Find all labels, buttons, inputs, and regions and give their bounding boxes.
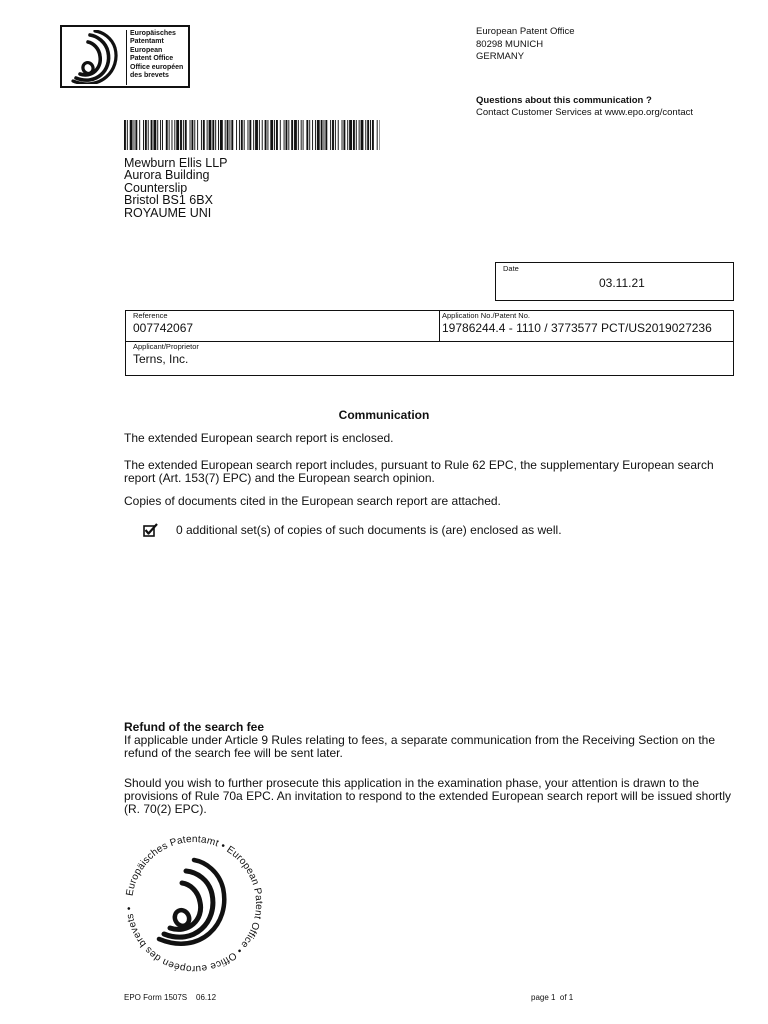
- barcode-bar: [301, 120, 302, 150]
- barcode-bar: [191, 120, 193, 150]
- barcode-bar: [276, 120, 278, 150]
- barcode-bar: [361, 120, 364, 150]
- barcode-bar: [321, 120, 323, 150]
- barcode-bar: [286, 120, 288, 150]
- barcode-bar: [134, 120, 135, 150]
- barcode-bar: [215, 120, 216, 150]
- paragraph-copies-attached: Copies of documents cited in the European search report are attached.: [124, 494, 501, 508]
- barcode-bar: [124, 120, 126, 150]
- epo-logo-icon: [66, 30, 122, 84]
- logo-line: Patentamt: [130, 37, 164, 45]
- barcode-bar: [239, 120, 240, 150]
- checked-checkbox-icon: [143, 523, 158, 537]
- barcode-bar: [135, 120, 137, 150]
- barcode-bar: [315, 120, 316, 150]
- date-value: 03.11.21: [599, 276, 645, 290]
- barcode-bar: [325, 120, 327, 150]
- barcode-bar: [201, 120, 202, 150]
- barcode-bar: [317, 120, 320, 150]
- barcode-bar: [172, 120, 173, 150]
- barcode-bar: [294, 120, 297, 150]
- barcode-bar: [298, 120, 299, 150]
- logo-line: Europäisches: [130, 30, 176, 37]
- sender-line: 80298 MUNICH: [476, 38, 544, 50]
- barcode-bar: [353, 120, 355, 150]
- paragraph-report-includes: The extended European search report includes, pursuant to Rule 62 EPC, the supplementary European search report (Art. 153(7) EPC) and the European search opinion.: [124, 458, 714, 485]
- barcode-bar: [203, 120, 205, 150]
- applicant-cell: [126, 342, 733, 375]
- recipient-line: Bristol BS1 6BX: [124, 193, 213, 208]
- sender-line: GERMANY: [476, 51, 525, 62]
- barcode-bar: [209, 120, 212, 150]
- footer-form-id: EPO Form 1507S 06.12: [124, 993, 217, 1002]
- barcode-bar: [236, 120, 237, 150]
- barcode-bar: [249, 120, 251, 150]
- barcode-bar: [169, 120, 170, 150]
- barcode-bar: [274, 120, 275, 150]
- reference-label: Reference: [133, 311, 168, 320]
- barcode-bar: [365, 120, 366, 150]
- barcode-bar: [180, 120, 182, 150]
- barcode-bar: [166, 120, 168, 150]
- barcode-bar: [270, 120, 273, 150]
- barcode-bar: [244, 120, 245, 150]
- application-cell: [440, 311, 733, 342]
- barcode-bar: [255, 120, 258, 150]
- barcode-bar: [190, 120, 191, 150]
- barcode-bar: [332, 120, 334, 150]
- barcode-bar: [207, 120, 208, 150]
- barcode-bar: [259, 120, 260, 150]
- barcode-bar: [145, 120, 147, 150]
- sender-address: [476, 26, 575, 64]
- barcode-bar: [288, 120, 289, 150]
- barcode-bar: [324, 120, 325, 150]
- barcode-bar: [335, 120, 336, 150]
- barcode-bar: [367, 120, 369, 150]
- recipient-line: Aurora Building: [124, 168, 210, 183]
- barcode-bar: [183, 120, 184, 150]
- barcode-bar: [229, 120, 230, 150]
- paragraph-refund: If applicable under Article 9 Rules relating to fees, a separate communication from the Receiving Section on the refund of the search fee will be sent later.: [124, 733, 715, 760]
- barcode-bar: [160, 120, 161, 150]
- refund-title: Refund of the search fee: [124, 720, 265, 734]
- barcode-bar: [349, 120, 352, 150]
- questions-block: [476, 95, 693, 118]
- barcode-bar: [174, 120, 175, 150]
- barcode-bar: [312, 120, 313, 150]
- barcode-bar: [220, 120, 223, 150]
- barcode-bar: [143, 120, 144, 150]
- sender-line: European Patent Office: [476, 26, 575, 37]
- barcode-bar: [284, 120, 285, 150]
- applicant-label: Applicant/Proprietor: [133, 342, 199, 351]
- application-label: Application No./Patent No.: [442, 311, 530, 320]
- barcode-bar: [253, 120, 254, 150]
- barcode-bar: [130, 120, 133, 150]
- barcode-bar: [248, 120, 249, 150]
- barcode-bar: [151, 120, 153, 150]
- barcode-bar: [343, 120, 345, 150]
- recipient-line: Mewburn Ellis LLP: [124, 156, 228, 170]
- footer-page-number: page 1 of 1: [531, 993, 574, 1002]
- barcode-bar: [267, 120, 268, 150]
- contact-line: Contact Customer Services at www.epo.org/contact: [476, 106, 694, 118]
- questions-title: Questions about this communication ?: [476, 95, 652, 106]
- barcode-bar: [280, 120, 281, 150]
- paragraph-examination: Should you wish to further prosecute this application in the examination phase, your attention is drawn to the provisions of Rule 70a EPC. An invitation to respond to the extended European search report will be issued shortly (R. 70(2) EPC).: [124, 776, 732, 816]
- barcode-bar: [370, 120, 371, 150]
- barcode-bar: [218, 120, 219, 150]
- barcode-bar: [212, 120, 214, 150]
- date-box: [495, 262, 734, 301]
- barcode-bar: [372, 120, 374, 150]
- barcode-bar: [306, 120, 308, 150]
- barcode-bar: [225, 120, 226, 150]
- barcode-bar: [194, 120, 195, 150]
- barcode-bar: [162, 120, 163, 150]
- svg-text:Europäisches Patentamt • Europ: [124, 834, 264, 974]
- logo-line: European: [130, 47, 163, 54]
- seal-ring-text: Europäisches Patentamt • European Patent Office • Office européen des brevets •: [124, 833, 265, 975]
- reference-cell: [126, 311, 440, 342]
- barcode-bar: [291, 120, 293, 150]
- applicant-value: Terns, Inc.: [133, 352, 189, 366]
- recipient-line: Counterslip: [124, 180, 188, 195]
- barcode-bar: [148, 120, 149, 150]
- barcode-bar: [342, 120, 343, 150]
- barcode-bar: [309, 120, 310, 150]
- barcode-bar: [377, 120, 378, 150]
- barcode-bar: [303, 120, 304, 150]
- reference-table: [125, 310, 734, 376]
- barcode-bar: [356, 120, 357, 150]
- barcode-bar: [197, 120, 198, 150]
- barcode-bar: [185, 120, 187, 150]
- paragraph-report-enclosed: The extended European search report is enclosed.: [124, 431, 394, 445]
- barcode-bar: [359, 120, 360, 150]
- epo-logo: [60, 25, 190, 88]
- application-value: 19786244.4 - 1110 / 3773577 PCT/US2019027236: [442, 321, 712, 335]
- barcode-bar: [231, 120, 233, 150]
- communication-title: Communication: [338, 408, 430, 422]
- epo-logo-text: [126, 30, 188, 85]
- logo-line: Office européen: [130, 64, 184, 71]
- barcode-bar: [338, 120, 339, 150]
- barcode-bar: [330, 120, 331, 150]
- barcode-bar: [127, 120, 128, 150]
- seal-logo-icon: [159, 860, 224, 944]
- barcode-bar: [262, 120, 263, 150]
- recipient-line: ROYAUME UNI: [124, 205, 212, 220]
- recipient-address: [124, 157, 228, 219]
- date-label: Date: [503, 264, 519, 273]
- barcode-bar: [227, 120, 229, 150]
- logo-line: Patent Office: [130, 54, 174, 62]
- barcode-bar: [265, 120, 267, 150]
- barcode-bar: [139, 120, 140, 150]
- epo-seal-stamp: [118, 828, 270, 980]
- barcode-bar: [241, 120, 243, 150]
- barcode-bar: [176, 120, 179, 150]
- barcode-bar: [347, 120, 348, 150]
- logo-line: des brevets: [130, 71, 169, 79]
- barcode-bar: [157, 120, 158, 150]
- barcode-bar: [153, 120, 156, 150]
- checkbox-label: 0 additional set(s) of copies of such documents is (are) enclosed as well.: [176, 523, 562, 537]
- barcode: [124, 120, 380, 150]
- reference-value: 007742067: [133, 321, 194, 335]
